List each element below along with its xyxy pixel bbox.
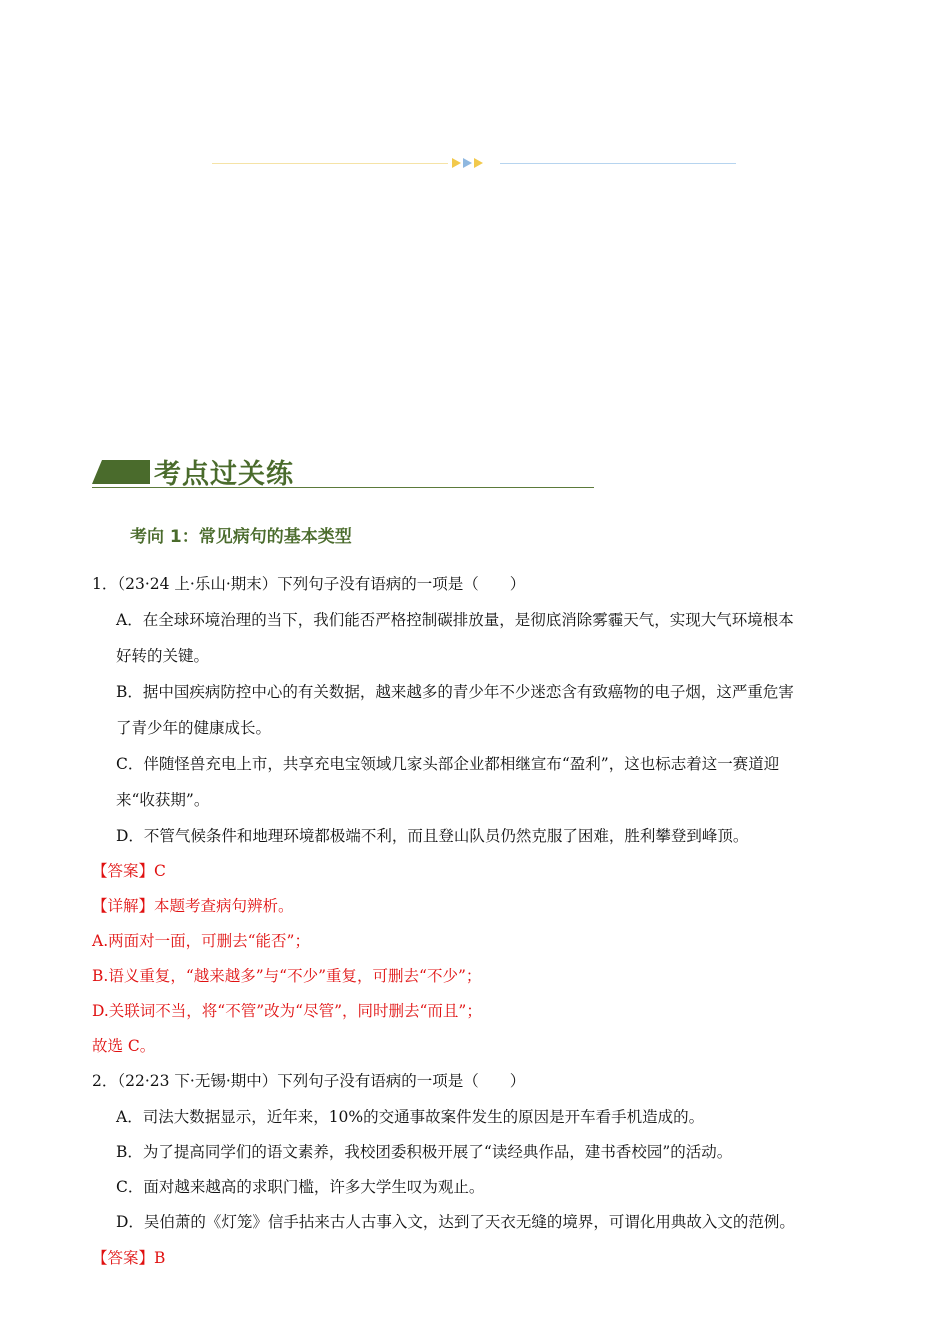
option-line: A．在全球环境治理的当下，我们能否严格控制碳排放量，是彻底消除雾霾天气，实现大气环境根本	[116, 611, 794, 629]
option-line: A．司法大数据显示，近年来，10%的交通事故案件发生的原因是开车看手机造成的。	[116, 1108, 705, 1126]
divider-line-right	[500, 163, 736, 164]
option-line: B．为了提高同学们的语文素养，我校团委积极开展了“读经典作品，建书香校园”的活动。	[116, 1143, 733, 1161]
triple-arrow-icon	[452, 156, 496, 170]
option-line: B．据中国疾病防控中心的有关数据，越来越多的青少年不少迷恋含有致癌物的电子烟，这严重危害	[116, 683, 794, 701]
option-line: 好转的关键。	[116, 647, 210, 665]
explanation-line: 【详解】本题考查病句辨析。	[92, 897, 294, 915]
section-title: 考点过关练	[154, 459, 294, 490]
option-line: 来“收获期”。	[116, 791, 210, 809]
option-line: D．吴伯萧的《灯笼》信手拈来古人古事入文，达到了天衣无缝的境界，可谓化用典故入文的范例。	[116, 1213, 795, 1231]
divider-line-left	[212, 163, 448, 164]
question-stem: 1．（23·24 上·乐山·期末）下列句子没有语病的一项是（ ）	[92, 575, 526, 593]
answer-label: 【答案】B	[92, 1249, 166, 1267]
section-rule	[92, 487, 594, 488]
option-line: 了青少年的健康成长。	[116, 719, 272, 737]
section-header	[92, 450, 594, 492]
explanation-line: D.关联词不当，将“不管”改为“尽管”，同时删去“而且”；	[92, 1002, 482, 1020]
question-stem: 2．（22·23 下·无锡·期中）下列句子没有语病的一项是（ ）	[92, 1072, 526, 1090]
explanation-line: A.两面对一面，可删去“能否”；	[92, 932, 310, 950]
section-bar-icon	[92, 460, 150, 484]
option-line: C．面对越来越高的求职门槛，许多大学生叹为观止。	[116, 1178, 485, 1196]
explanation-line: 故选 C。	[92, 1037, 156, 1055]
option-line: C．伴随怪兽充电上市，共享充电宝领域几家头部企业都相继宣布“盈利”，这也标志着这一赛道迎	[116, 755, 780, 773]
explanation-line: B.语义重复，“越来越多”与“不少”重复，可删去“不少”；	[92, 967, 482, 985]
subheading: 考向 1：常见病句的基本类型	[130, 527, 352, 547]
decorative-divider	[212, 156, 736, 170]
answer-label: 【答案】C	[92, 862, 166, 880]
option-line: D．不管气候条件和地理环境都极端不利，而且登山队员仍然克服了困难，胜利攀登到峰顶。	[116, 827, 749, 845]
